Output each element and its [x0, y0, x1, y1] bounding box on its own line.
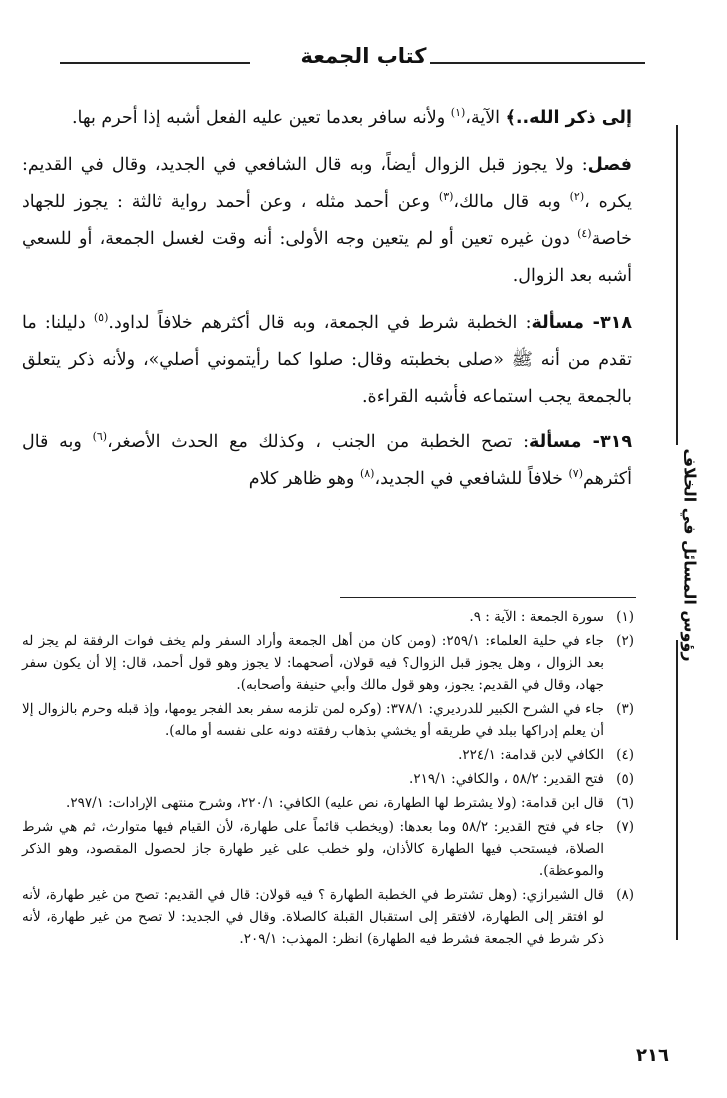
page-title: كتاب الجمعة: [300, 44, 427, 68]
footnote: [22, 744, 634, 766]
footnote-number: (٧): [616, 819, 634, 835]
paragraph-2: [22, 147, 632, 295]
text: وبه قال مالك،: [453, 192, 570, 212]
footnote: [22, 630, 634, 696]
text: دليلنا: ما تقدم من أنه ﷺ «صلى بخطبته وقال: صلوا كما رأيتموني أصلي»، ولأنه ذكر يتعلق بالجمعة يجب استماعه فأشبه القراءة.: [22, 313, 632, 407]
footnote: [22, 768, 634, 790]
page-number: ٢١٦: [636, 1045, 669, 1066]
footnote-text: الكافي لابن قدامة: ٢٢٤/١.: [458, 747, 604, 763]
header-rule-right: [430, 62, 645, 64]
footnote-number: (٦): [616, 795, 634, 811]
side-bar-top: [676, 125, 678, 445]
text: وهو ظاهر كلام: [248, 469, 360, 489]
footnote-number: (١): [616, 609, 634, 625]
footnote-text: قال الشيرازي: (وهل تشترط في الخطبة الطهارة ؟ فيه قولان: قال في القديم: تصح من غير طهارة، لأنه لو افتقر إلى الطهارة، لافتقر إلى استقبال القبلة كالصلاة. وقال في الجديد: لا تصح من غير طهارة، لأنه ذكر شرط في الجمعة فشرط فيه الطهارة) انظر: المهذب: ٢٠٩/١.: [22, 887, 604, 947]
footnote: [22, 884, 634, 950]
text: وعن أحمد مثله ، وعن أحمد رواية ثالثة : يجوز للجهاد خاصة: [22, 192, 632, 249]
footnote-number: (٣): [616, 701, 634, 717]
footnote-number: (٨): [616, 887, 634, 903]
quran-quote: إلى ذكر الله..﴾: [505, 108, 632, 128]
footnote-text: جاء في حلية العلماء: ٢٥٩/١: (ومن كان من أهل الجمعة وأراد السفر ولم يخف فوات الرفقة لم يجز له بعد الزوال ، وهل يجوز قبل الزوال؟ فيه قولان، أصحهما: لا يجوز وهو قول أحمد، قال: إلا أن يكون سفر جهاد، وقال في القديم: يجوز، وهو قول مالك وأبي حنيفة وأصحابه).: [22, 633, 604, 693]
footnote: [22, 816, 634, 882]
issue-number: ٣١٨- مسألة: [531, 313, 632, 333]
footnote-text: قال ابن قدامة: (ولا يشترط لها الطهارة، نص عليه) الكافي: ٢٢٠/١، وشرح منتهى الإرادات: ٢٩٧/١.: [66, 795, 604, 811]
text: دون غيره تعين أو لم يتعين وجه الأولى: أنه وقت لغسل الجمعة، أو للسعي أشبه بعد الزوال.: [22, 229, 632, 286]
footnote-number: (٥): [616, 771, 634, 787]
text: الآية،: [465, 108, 506, 128]
paragraph-4: [22, 424, 632, 498]
footnote-ref-1: (١): [450, 106, 466, 120]
footnote-text: جاء في فتح القدير: ٥٨/٢ وما بعدها: (ويخطب قائماً على طهارة، لأن القيام فيها متوارث، ثم هي شرط الصلاة، فيستحب فيها الطهارة كالأذان، ولو خطب على غير طهارة جاز لحصول المقصود، وهو الذكر والموعظة).: [22, 819, 604, 879]
footnote-text: سورة الجمعة : الآية : ٩.: [469, 609, 604, 625]
footnotes: [22, 606, 634, 952]
footnote: [22, 792, 634, 814]
text: وبه قال أكثرهم: [22, 432, 632, 489]
footnote: [22, 698, 634, 742]
footnote-number: (٢): [616, 633, 634, 649]
text: خلافاً للشافعي في الجديد،: [374, 469, 569, 489]
footnote-text: جاء في الشرح الكبير للدرديري: ٣٧٨/١: (وكره لمن تلزمه سفر بعد الفجر يومها، وإذ قبله وحرم بالزوال إلا أن يعلم إدراكها ببلد في طريقه أو يخشي بذهاب رفقته دونه على نفسه أو ماله).: [22, 701, 604, 739]
footnote-separator: [340, 597, 636, 598]
footnote-ref-4: (٤): [577, 227, 592, 241]
text: : تصح الخطبة من الجنب ، وكذلك مع الحدث الأصغر،: [107, 432, 530, 452]
side-label: رؤوس المسائل في الخلاف: [680, 448, 700, 662]
issue-number: ٣١٩- مسألة: [529, 432, 632, 452]
footnote-ref-8: (٨): [359, 467, 375, 481]
main-text: [22, 100, 632, 508]
footnote-number: (٤): [616, 747, 634, 763]
footnote-ref-6: (٦): [92, 430, 108, 444]
footnote-ref-3: (٣): [438, 190, 454, 204]
paragraph-1: [22, 100, 632, 137]
section-keyword: فصل: [587, 155, 632, 175]
footnote-ref-2: (٢): [569, 190, 585, 204]
text: ولأنه سافر بعدما تعين عليه الفعل أشبه إذا أحرم بها.: [71, 108, 451, 128]
footnote-ref-5: (٥): [93, 311, 109, 325]
text: : الخطبة شرط في الجمعة، وبه قال أكثرهم خلافاً لداود.: [108, 313, 532, 333]
footnote-ref-7: (٧): [568, 467, 583, 481]
footnote-text: فتح القدير: ٥٨/٢ ، والكافي: ٢١٩/١.: [409, 771, 604, 787]
paragraph-3: [22, 305, 632, 416]
footnote: [22, 606, 634, 628]
text: : ولا يجوز قبل الزوال أيضاً، وبه قال الشافعي في الجديد، وقال في القديم: يكره ،: [22, 155, 632, 212]
side-bar-bottom: [676, 640, 678, 940]
